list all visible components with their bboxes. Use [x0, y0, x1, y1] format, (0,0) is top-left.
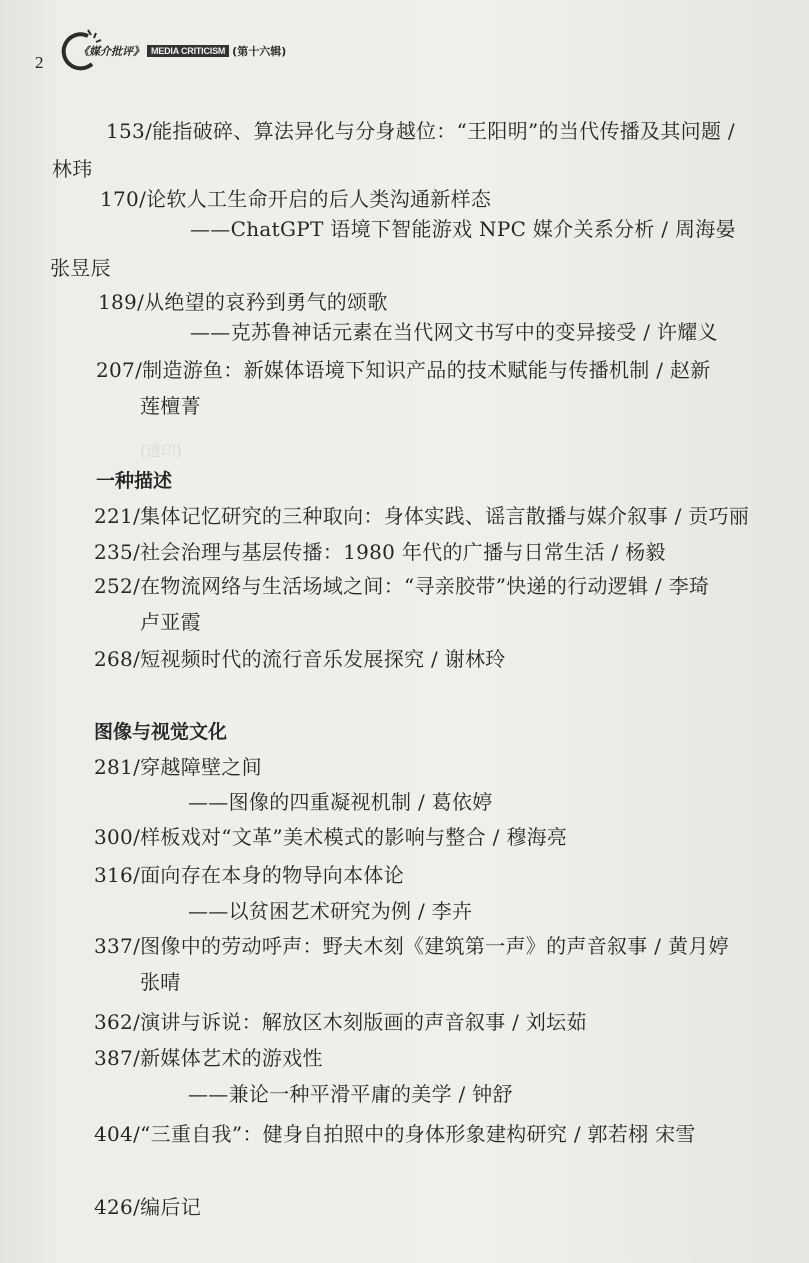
journal-title-cn: 《媒介批评》 [78, 45, 144, 58]
toc-entry-author: 林玮 [52, 157, 93, 181]
toc-entry: 387/新媒体艺术的游戏性 [94, 1046, 323, 1070]
toc-entry-author: 卢亚霞 [140, 610, 201, 634]
journal-brand [78, 42, 286, 60]
toc-subtitle: ——图像的四重凝视机制 / 葛依婷 [188, 790, 493, 814]
toc-entry: 362/演讲与诉说：解放区木刻版画的声音叙事 / 刘坛茹 [94, 1010, 587, 1034]
toc-entry-author: 张晴 [140, 970, 181, 994]
toc-entry: 170/论软人工生命开启的后人类沟通新样态 [100, 187, 492, 211]
toc-entry: 404/“三重自我”：健身自拍照中的身体形象建构研究 / 郭若栩 宋雪 [94, 1122, 696, 1146]
toc-entry: 153/能指破碎、算法异化与分身越位：“王阳明”的当代传播及其问题 / [106, 119, 735, 143]
toc-entry: 189/从绝望的哀矜到勇气的颂歌 [98, 290, 388, 314]
section-title: 图像与视觉文化 [94, 721, 228, 743]
toc-entry: 281/穿越障壁之间 [94, 755, 262, 779]
page-number: 2 [35, 53, 44, 72]
toc-subtitle: ——兼论一种平滑平庸的美学 / 钟舒 [188, 1082, 513, 1106]
toc-entry: 268/短视频时代的流行音乐发展探究 / 谢林玲 [94, 647, 506, 671]
afterword-entry: 426/编后记 [94, 1195, 202, 1219]
toc-subtitle: ——ChatGPT 语境下智能游戏 NPC 媒介关系分析 / 周海晏 [190, 217, 736, 241]
toc-entry-author: 张昱辰 [50, 256, 111, 280]
journal-title-en: MEDIA CRITICISM [147, 45, 229, 57]
toc-subtitle: ——以贫困艺术研究为例 / 李卉 [188, 899, 473, 923]
toc-subtitle: ——克苏鲁神话元素在当代网文书写中的变异接受 / 许耀义 [190, 320, 718, 344]
issue-label: (第十六辑) [232, 45, 287, 58]
toc-entry: 337/图像中的劳动呼声：野夫木刻《建筑第一声》的声音叙事 / 黄月婷 [94, 934, 729, 958]
toc-entry: 300/样板戏对“文革”美术模式的影响与整合 / 穆海亮 [94, 825, 568, 849]
toc-entry: 221/集体记忆研究的三种取向：身体实践、谣言散播与媒介叙事 / 贡巧丽 [94, 504, 750, 528]
running-header [30, 20, 350, 80]
section-title: 一种描述 [96, 470, 173, 492]
show-through-text: (透印) [140, 442, 182, 460]
toc-entry-author: 莲檀菁 [140, 394, 201, 418]
toc-entry: 235/社会治理与基层传播：1980 年代的广播与日常生活 / 杨毅 [94, 540, 666, 564]
toc-entry: 207/制造游鱼：新媒体语境下知识产品的技术赋能与传播机制 / 赵新 [96, 358, 711, 382]
toc-entry: 252/在物流网络与生活场域之间：“寻亲胶带”快递的行动逻辑 / 李琦 [94, 574, 710, 598]
toc-entry: 316/面向存在本身的物导向本体论 [94, 863, 405, 887]
